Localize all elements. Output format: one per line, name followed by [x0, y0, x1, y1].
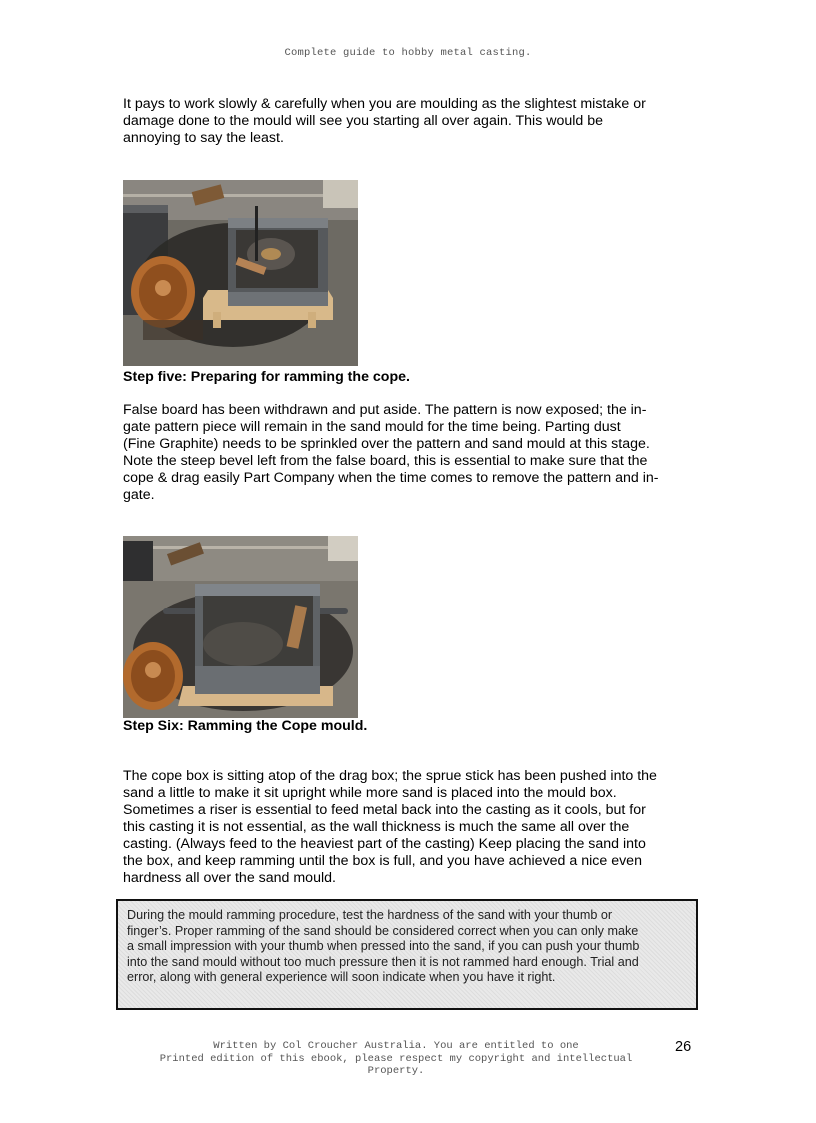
step-six-photo-illustration: [123, 536, 358, 718]
copyright-footer: [116, 1040, 676, 1078]
step-five-line: (Fine Graphite) needs to be sprinkled over the pattern and sand mould at this stage.: [123, 436, 650, 452]
footer-line: Printed edition of this ebook, please respect my copyright and intellectual: [159, 1052, 633, 1065]
running-header: Complete guide to hobby metal casting.: [284, 47, 532, 59]
step-six-line: hardness all over the sand mould.: [123, 870, 336, 886]
step-six-paragraph: [123, 768, 698, 887]
tip-line: error, along with general experience will soon indicate when you have it right.: [127, 970, 556, 985]
tip-line: into the sand mould without too much pressure then it is not rammed hard enough. Trial and: [127, 954, 639, 969]
step-five-line: cope & drag easily Part Company when the time comes to remove the pattern and in-: [123, 470, 659, 486]
step-six-line: the box, and keep ramming until the box is full, and you have achieved a nice even: [123, 853, 642, 869]
page-number: 26: [675, 1039, 692, 1055]
step-six-caption: Step Six: Ramming the Cope mould.: [123, 718, 368, 734]
footer-line: Property.: [367, 1065, 425, 1077]
footer-line: Written by Col Croucher Australia. You are entitled to one: [213, 1040, 579, 1052]
step-five-paragraph: [123, 402, 698, 504]
tip-line: During the mould ramming procedure, test the hardness of the sand with your thumb or: [127, 908, 613, 922]
step-five-caption: Step five: Preparing for ramming the cope.: [123, 369, 410, 385]
tip-box: [116, 899, 698, 1010]
step-five-line: gate.: [123, 487, 155, 503]
tip-line: a small impression with your thumb when pressed into the sand, if you can push your thumb: [127, 939, 640, 954]
step-five-photo-illustration: [123, 180, 358, 366]
step-five-line: gate pattern piece will remain in the sand mould for the time being. Parting dust: [123, 419, 621, 435]
intro-line: It pays to work slowly & carefully when you are moulding as the slightest mistake or: [123, 96, 646, 112]
step-six-line: casting. (Always feed to the heaviest part of the casting) Keep placing the sand into: [123, 836, 646, 852]
intro-line: damage done to the mould will see you starting all over again. This would be: [123, 113, 604, 129]
step-six-line: sand a little to make it sit upright while more sand is placed into the mould box.: [123, 785, 617, 801]
step-six-photo: [123, 536, 358, 718]
step-six-line: The cope box is sitting atop of the drag box; the sprue stick has been pushed into the: [123, 768, 657, 784]
step-six-line: Sometimes a riser is essential to feed metal back into the casting as it cools, but for: [123, 802, 646, 818]
step-five-line: False board has been withdrawn and put aside. The pattern is now exposed; the in-: [123, 402, 647, 418]
step-five-photo: [123, 180, 358, 366]
intro-paragraph: [123, 96, 698, 147]
step-five-line: Note the steep bevel left from the false board, this is essential to make sure that the: [123, 453, 648, 469]
tip-line: finger’s. Proper ramming of the sand should be considered correct when you can only make: [127, 923, 639, 938]
step-six-line: this casting it is not essential, as the wall thickness is much the same all over the: [123, 819, 630, 835]
tip-text: [127, 908, 692, 986]
intro-line: annoying to say the least.: [123, 130, 284, 146]
